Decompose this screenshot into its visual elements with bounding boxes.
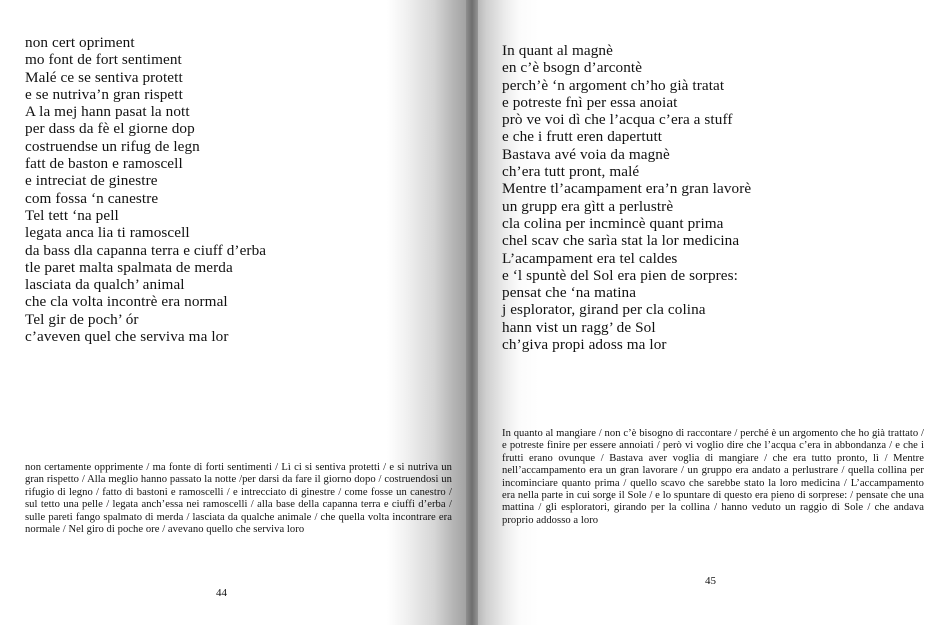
poem-line: Bastava avé voia da magnè — [502, 145, 670, 163]
poem-line: fatt de baston e ramoscell — [25, 155, 183, 173]
poem-line: Tel tett ‘na pell — [25, 206, 119, 224]
poem-line: che cla volta incontrè era normal — [25, 293, 228, 311]
poem-line: com fossa ‘n canestre — [25, 189, 159, 207]
poem-line: tle paret malta spalmata de merda — [25, 258, 233, 276]
page-number-right: 45 — [705, 575, 716, 587]
poem-line: In quant al magnè — [502, 42, 613, 59]
right-poem — [502, 42, 751, 353]
right-translation: In quanto al mangiare / non c’è bisogno di raccontare / perché è un argomento che ho già trattato / e potreste finire per essere annoiati / però vi voglio dire che l’acqua c’era in abbondanza / e che i frutti erano ovunque / Bastava aver voglia di mangiare / che era tutto pronto, lì / Mentre nell’accampamento era un gran lavorare / un gruppo era andato a perlustrare / quella collina per incominciare quanto prima / quello scavo che sarebbe stato la loro medicina / L’accampamento era nella parte in cui sorge il Sole / e lo spuntare di questo era pieno di sorprese: / pensate che una mattina / gli esploratori, girando per la collina / hanno veduto un raggio di Sole / che andava proprio addosso a loro — [502, 428, 924, 526]
poem-line: per dass da fè el giorne dop — [25, 120, 195, 138]
poem-line: Tel gir de poch’ ór — [25, 310, 139, 328]
left-poem — [25, 34, 266, 345]
poem-line: Malé ce se sentiva protett — [25, 68, 183, 86]
poem-line: da bass dla capanna terra e ciuff d’erba — [25, 241, 267, 259]
poem-line: ch’giva propi adoss ma lor — [502, 336, 667, 354]
poem-line: legata anca lia ti ramoscell — [25, 224, 190, 242]
left-translation: non certamente opprimente / ma fonte di forti sentimenti / Lì ci si sentiva protetti / e si nutriva un gran rispetto / Alla meglio hanno passato la notte /per darsi da fare il giorno dopo / costruendosi un rifugio di legno / fatto di bastoni e ramoscelli / e intrecciato di ginestre / come fosse un canestro / sul tetto una pelle / legata anch’essa nei ramoscelli / alla base della capanna terra e ciuffi d’erba / sulle pareti fango spalmato di merda / lasciata da qualche animale / che quella volta incontrare era normale / Nel giro di poche ore / avevano quello che serviva loro — [25, 462, 452, 536]
poem-line: A la mej hann pasat la nott — [25, 103, 190, 121]
left-page — [0, 0, 472, 625]
poem-line: e intreciat de ginestre — [25, 172, 158, 190]
poem-line: un grupp era gìtt a perlustrè — [502, 197, 674, 215]
poem-line: cla colina per incmincè quant prima — [502, 214, 724, 232]
poem-line: Mentre tl’acampament era’n gran lavorè — [502, 180, 752, 198]
book-gutter — [466, 0, 478, 625]
poem-line: hann vist un ragg’ de Sol — [502, 318, 656, 336]
poem-line: c’aveven quel che serviva ma lor — [25, 328, 229, 346]
right-page — [472, 0, 945, 625]
poem-line: costruendse un rifug de legn — [25, 137, 200, 155]
poem-line: non cert opriment — [25, 34, 135, 51]
poem-line: pensat che ‘na matina — [502, 284, 637, 302]
poem-line: lasciata da qualch’ animal — [25, 276, 185, 294]
poem-line: e ‘l spuntè del Sol era pien de sorpres: — [502, 266, 738, 284]
poem-line: e se nutriva’n gran rispett — [25, 85, 183, 103]
poem-line: mo font de fort sentiment — [25, 51, 182, 69]
poem-line: chel scav che sarìa stat la lor medicina — [502, 232, 740, 250]
poem-line: e potreste fnì per essa anoiat — [502, 93, 678, 111]
poem-line: perch’è ‘n argoment ch’ho già tratat — [502, 76, 725, 94]
page-number-left: 44 — [216, 587, 227, 599]
poem-line: prò ve voi dì che l’acqua c’era a stuff — [502, 111, 733, 129]
poem-line: ch’era tutt pront, malé — [502, 163, 640, 181]
poem-line: j esplorator, girand per cla colina — [502, 301, 706, 319]
poem-line: e che i frutt eren dapertutt — [502, 128, 663, 146]
poem-line: L’acampament era tel caldes — [502, 249, 678, 267]
poem-line: en c’è bsogn d’arcontè — [502, 59, 643, 77]
